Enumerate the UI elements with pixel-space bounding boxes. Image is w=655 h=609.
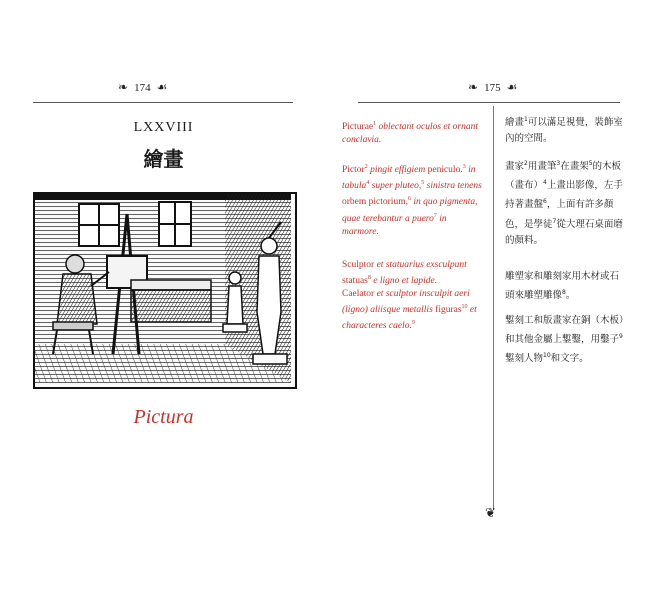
footnote-marker: 5 [421, 180, 425, 187]
text-run: in marmore. [342, 213, 447, 237]
fleuron-icon: ❧ [468, 80, 479, 94]
chinese-title: 繪畫 [143, 147, 184, 171]
cn-para-2 [505, 156, 625, 249]
latin-para-1 [342, 118, 482, 147]
footnote-marker: 4 [543, 179, 547, 187]
cn-para-1 [505, 112, 625, 147]
text-run: 用畫筆 [527, 161, 557, 173]
footnote-marker: 4 [366, 180, 370, 187]
woodcut-drawing [35, 194, 291, 383]
text-run: 鏨刻工和版畫家在銅（木板）和其他金屬上鏨鑿，用鑿子 [505, 314, 624, 346]
fleuron-icon: ❧ [118, 80, 129, 94]
lesson-number: LXXVIII [133, 120, 194, 135]
text-run: 和文字。 [550, 353, 589, 365]
fleuron-icon: ☙ [506, 80, 518, 94]
footnote-marker: 3 [556, 160, 561, 168]
text-run: ，上面有許多顏色，是學徒 [505, 199, 614, 230]
text-run: 可以滿足視覺，裝飾室內的空間。 [505, 117, 623, 145]
text-run: Picturae [342, 122, 374, 133]
text-run: 畫家 [505, 161, 525, 173]
woodcut-illustration [33, 192, 297, 389]
text-run: statuas [342, 275, 368, 286]
text-run: Pictor [342, 165, 365, 176]
text-run: 的木板（畫布） [505, 161, 622, 192]
text-run: Sculptor [342, 259, 375, 270]
footnote-marker: 9 [411, 320, 415, 327]
text-run: et sculptor insculpit aeri (ligno) aliisque metallis [342, 288, 470, 316]
footnote-marker: 10 [543, 352, 551, 360]
footnote-marker: 6 [543, 198, 547, 206]
chinese-text-column [505, 112, 625, 376]
footnote-marker: 1 [373, 121, 377, 127]
text-run: 。 [565, 289, 576, 301]
fleuron-icon: ☙ [156, 80, 168, 94]
right-page-header [468, 80, 517, 95]
text-run: 上畫出影像，左手持著畫盤 [505, 180, 623, 211]
column-divider [493, 106, 494, 510]
text-run: figuras [432, 305, 462, 316]
cn-para-3 [505, 269, 625, 304]
latin-para-4 [342, 288, 482, 333]
text-run: et statuarius exsculpunt [374, 259, 467, 270]
footnote-marker: 8 [367, 274, 371, 281]
left-page [0, 0, 327, 609]
text-run: in quo pigmenta, quae terebantur a puero [342, 197, 478, 224]
footnote-marker: 2 [364, 164, 368, 171]
header-rule [33, 102, 293, 103]
text-run: sinistra tenens [424, 181, 482, 192]
text-run: 鏨刻人物 [505, 353, 544, 365]
footnote-marker: 10 [461, 303, 468, 310]
page-number-left: 174 [134, 81, 151, 94]
text-run: orbem pictorium, [342, 197, 408, 208]
footnote-marker: 7 [552, 217, 557, 225]
left-page-header [118, 80, 167, 95]
footnote-marker: 1 [524, 116, 528, 123]
footnote-marker: 7 [433, 212, 437, 219]
text-run: super pluteo, [369, 181, 422, 192]
footnote-marker: 9 [619, 332, 623, 340]
footnote-marker: 8 [562, 288, 566, 296]
footnote-marker: 5 [588, 160, 593, 168]
text-run: Caelator [342, 288, 375, 299]
text-run: e ligno et lapide. [370, 275, 438, 286]
latin-title: Pictura [133, 406, 194, 428]
footnote-marker: 3 [462, 164, 466, 171]
text-run: 在畫架 [560, 161, 589, 173]
text-run: 雕塑家和雕刻家用木材或石頭來雕塑雕像 [505, 270, 620, 301]
latin-para-2 [342, 161, 482, 239]
text-run: 從大理石桌面磨的顏料。 [505, 218, 623, 246]
text-run: peniculo. [425, 165, 463, 176]
text-run: pingit effigiem [367, 165, 426, 176]
footnote-marker: 2 [524, 160, 528, 168]
latin-text-column [342, 118, 482, 347]
vine-ornament-icon: ❦ [485, 505, 496, 520]
header-rule [358, 102, 620, 103]
text-run: 繪畫 [505, 117, 525, 129]
cn-para-4 [505, 313, 625, 367]
page-number-right: 175 [484, 81, 501, 94]
footnote-marker: 6 [407, 196, 411, 203]
text-run: et characteres caelo. [342, 305, 477, 332]
latin-para-3 [342, 259, 482, 288]
text-run: oblectant oculos et ornant conclavia. [342, 122, 478, 146]
text-run: in tabula [342, 165, 476, 192]
